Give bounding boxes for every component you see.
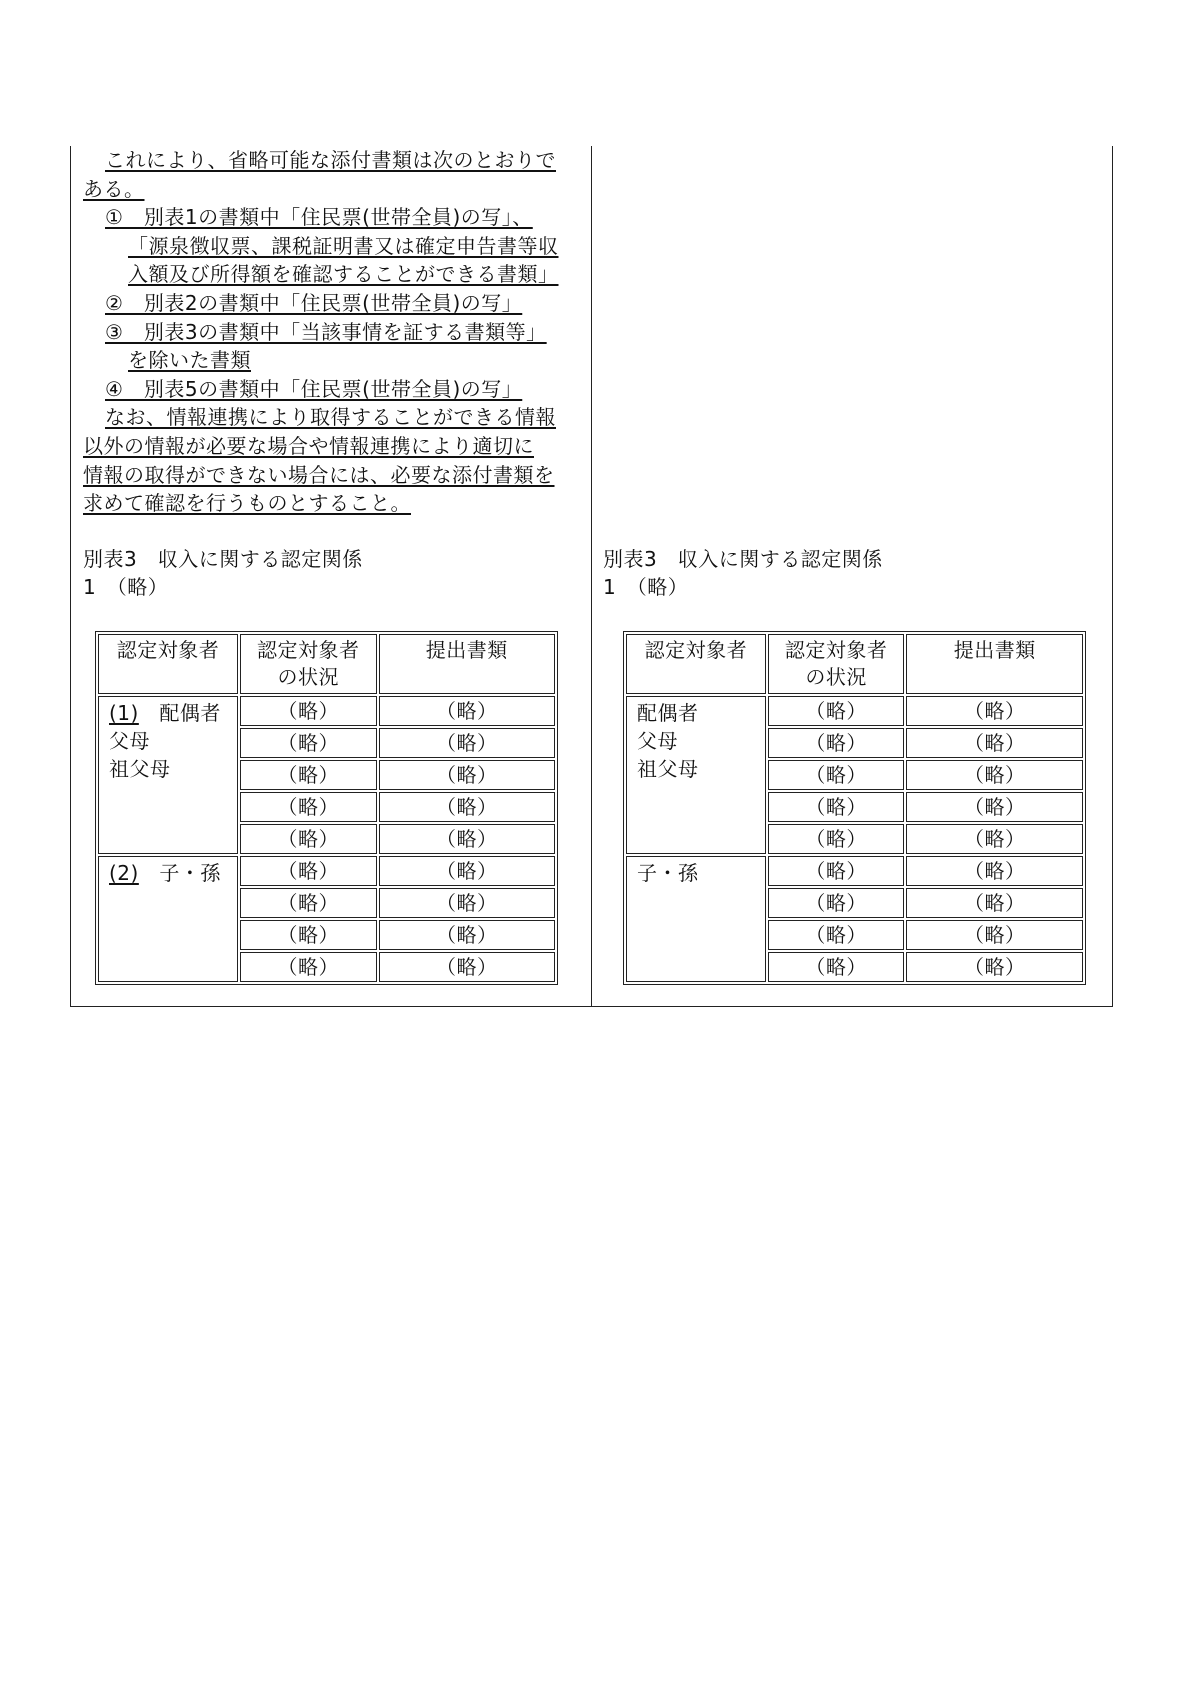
table-row [626,696,1083,726]
left-income-table [95,631,558,985]
body-line: 情報の取得ができない場合には、必要な添付書類を [83,462,555,487]
table-cell: （略） [240,760,377,790]
table-cell: （略） [379,856,555,886]
table-cell: （略） [240,856,377,886]
table-row [98,696,555,726]
table-cell: （略） [768,792,905,822]
table-cell: （略） [906,952,1083,982]
left-table-title: 別表3 収入に関する認定関係 [83,547,363,571]
table-cell: （略） [379,792,555,822]
group-label-line: 祖父母 [637,757,699,781]
header-status-text: 認定対象者 の状況 [784,638,888,689]
body-line: なお、情報連携により取得することができる情報 [105,405,556,430]
table-cell: （略） [768,760,905,790]
table-cell: （略） [906,792,1083,822]
table-cell: （略） [768,856,905,886]
body-line: ① 別表1の書類中「住民票(世帯全員)の写」、 [105,205,533,230]
body-line: 以外の情報が必要な場合や情報連携により適切に [83,433,534,458]
table-cell: （略） [240,696,377,726]
table-header-row [98,634,555,694]
header-documents: 提出書類 [379,634,555,694]
table-cell: （略） [379,728,555,758]
header-subject: 認定対象者 [98,634,238,694]
table-cell: （略） [240,888,377,918]
table-cell: （略） [768,920,905,950]
table-cell: （略） [240,920,377,950]
header-status [240,634,377,694]
table-cell: （略） [768,952,905,982]
column-divider [591,146,592,1006]
table-cell: （略） [240,728,377,758]
table-cell: （略） [379,760,555,790]
table-cell: （略） [240,824,377,854]
body-line: 求めて確認を行うものとすること。 [83,491,411,516]
left-section-heading [83,545,363,601]
body-line: これにより、省略可能な添付書類は次のとおりで [105,148,556,172]
body-line: ある。 [83,176,145,201]
table-header-row [626,634,1083,694]
table-cell: （略） [768,888,905,918]
table-cell: （略） [906,696,1083,726]
group-label-line: 祖父母 [109,757,171,781]
right-table-title: 別表3 収入に関する認定関係 [603,547,883,571]
left-sub-item: 1 （略） [83,575,169,599]
group-label-line: 父母 [109,729,150,753]
table-cell: （略） [906,920,1083,950]
group-label-line: 配偶者 [637,701,699,725]
group-label-line: 父母 [637,729,678,753]
table-cell: （略） [379,888,555,918]
table-cell: （略） [906,760,1083,790]
body-line: ④ 別表5の書類中「住民票(世帯全員)の写」 [105,376,523,401]
body-line: 「源泉徴収票、課税証明書又は確定申告書等収 [128,233,559,258]
group-label-line: (2) 子・孫 [109,861,221,885]
table-cell: （略） [768,728,905,758]
table-row [626,856,1083,886]
group-label-1 [626,696,766,854]
group-label-1 [98,696,238,854]
header-status-text: 認定対象者 の状況 [256,638,360,689]
group-prefix: (1) [109,701,139,725]
table-cell: （略） [906,728,1083,758]
table-cell: （略） [906,888,1083,918]
right-section-heading [603,545,883,601]
body-line: ② 別表2の書類中「住民票(世帯全員)の写」 [105,290,523,315]
table-cell: （略） [906,824,1083,854]
table-cell: （略） [379,824,555,854]
table-cell: （略） [768,696,905,726]
table-cell: （略） [240,952,377,982]
table-row [98,856,555,886]
header-status [768,634,905,694]
header-documents: 提出書類 [906,634,1083,694]
table-cell: （略） [379,952,555,982]
header-subject: 認定対象者 [626,634,766,694]
table-cell: （略） [240,792,377,822]
table-cell: （略） [906,856,1083,886]
body-line: 入額及び所得額を確認することができる書類」 [128,262,559,287]
group-prefix: (2) [109,861,139,885]
table-cell: （略） [379,696,555,726]
table-cell: （略） [379,920,555,950]
body-line: ③ 別表3の書類中「当該事情を証する書類等」 [105,319,547,344]
body-line: を除いた書類 [128,348,251,373]
comparison-table-frame [70,146,1113,1007]
group-label-line: (1) 配偶者 [109,701,221,725]
right-income-table [623,631,1086,985]
group-label-line: 子・孫 [637,861,699,885]
group-label-2 [626,856,766,982]
right-sub-item: 1 （略） [603,575,689,599]
group-label-2 [98,856,238,982]
revised-body-text [83,146,583,518]
table-cell: （略） [768,824,905,854]
